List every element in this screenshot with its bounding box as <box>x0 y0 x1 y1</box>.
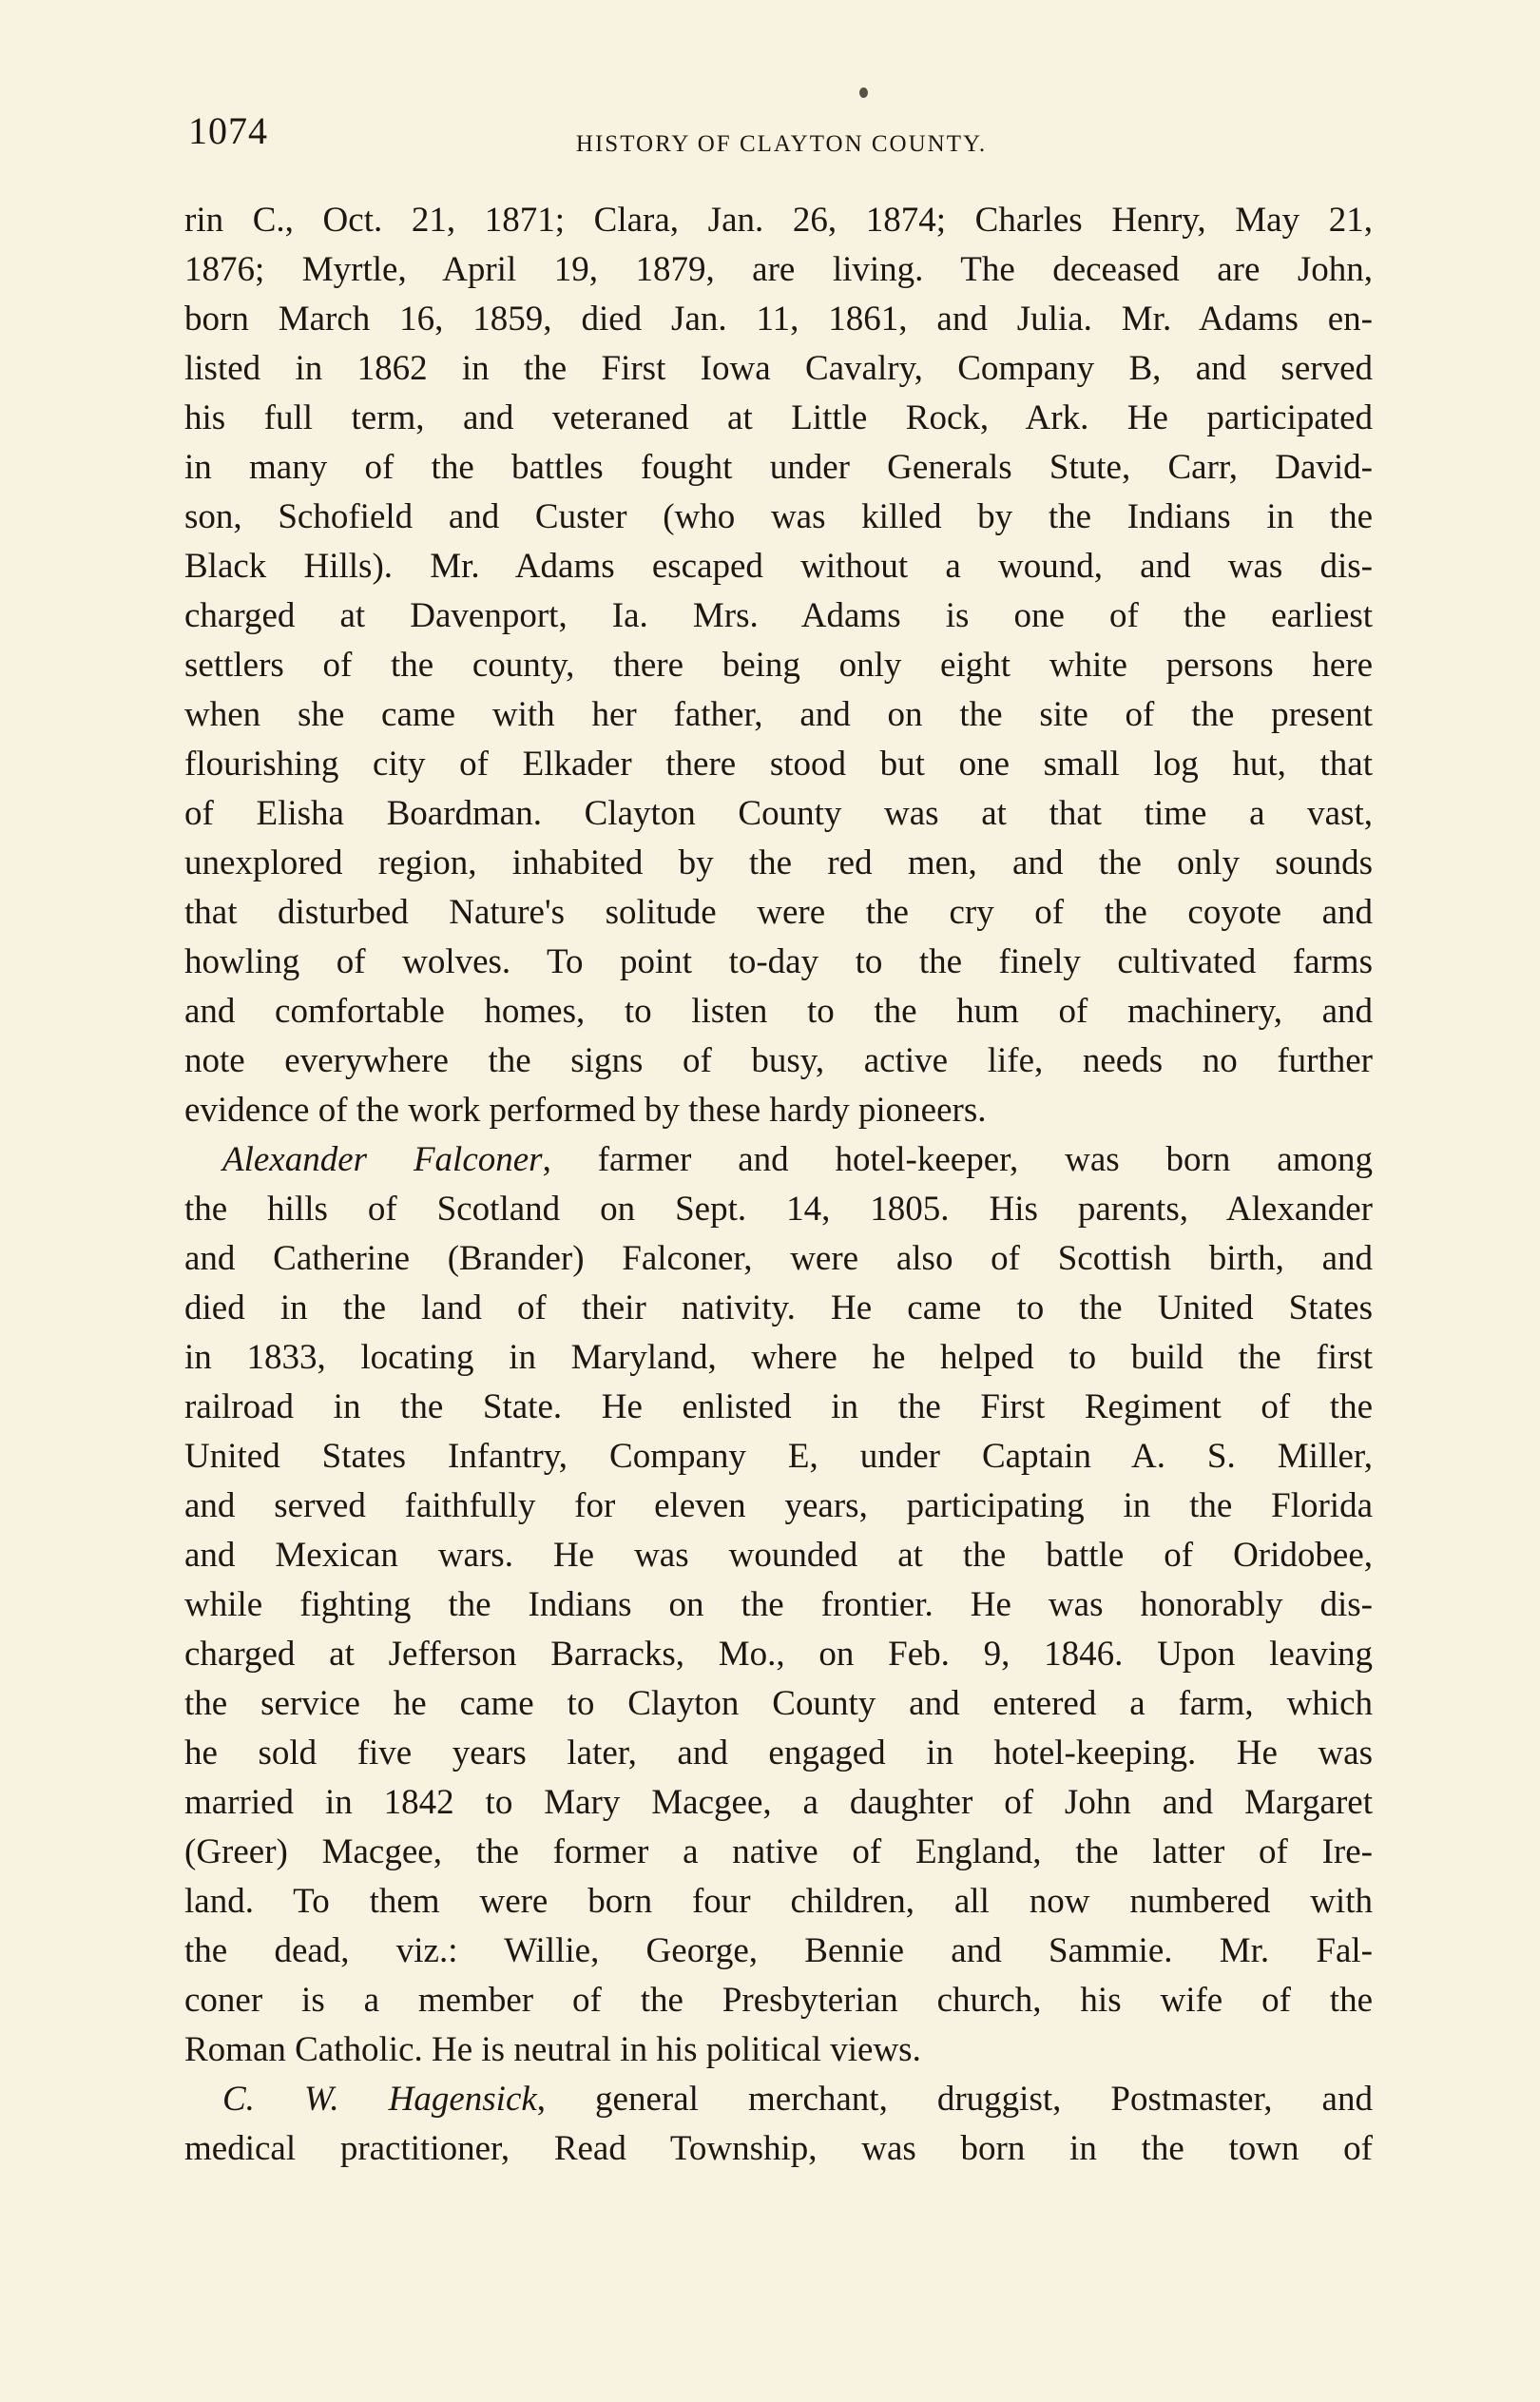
body-text <box>184 196 1373 2174</box>
text-line: rin C., Oct. 21, 1871; Clara, Jan. 26, 1874; Charles Henry, May 21, <box>184 201 1373 240</box>
text-line: his full term, and veteraned at Little Rock, Ark. He participated <box>184 398 1373 437</box>
text-line: United States Infantry, Company E, under Captain A. S. Miller, <box>184 1437 1373 1476</box>
text-line: Roman Catholic. He is neutral in his political views. <box>184 2030 921 2069</box>
text-line: 1876; Myrtle, April 19, 1879, are living. The deceased are John, <box>184 250 1373 289</box>
biography-name: C. W. Hagensick <box>222 2080 537 2119</box>
text-line: railroad in the State. He enlisted in the First Regiment of the <box>184 1387 1373 1426</box>
lead-line-text: , general merchant, druggist, Postmaster, and <box>536 2080 1373 2119</box>
text-line: Black Hills). Mr. Adams escaped without a wound, and was dis- <box>184 547 1373 586</box>
text-line: the hills of Scotland on Sept. 14, 1805. His parents, Alexander <box>184 1190 1373 1229</box>
text-line: listed in 1862 in the First Iowa Cavalry, Company B, and served <box>184 349 1373 388</box>
text-line: medical practitioner, Read Township, was born in the town of <box>184 2129 1373 2168</box>
text-line: coner is a member of the Presbyterian church, his wife of the <box>184 1981 1373 2020</box>
text-line: in 1833, locating in Maryland, where he helped to build the first <box>184 1338 1373 1377</box>
paragraph-hagensick <box>184 2075 1373 2174</box>
text-line: (Greer) Macgee, the former a native of England, the latter of Ire- <box>184 1832 1373 1871</box>
text-line: and comfortable homes, to listen to the hum of machinery, and <box>184 992 1373 1031</box>
text-line: when she came with her father, and on the site of the present <box>184 695 1373 734</box>
text-line: he sold five years later, and engaged in hotel-keeping. He was <box>184 1734 1373 1772</box>
paragraph-falconer <box>184 1135 1373 2075</box>
text-line: note everywhere the signs of busy, active life, needs no further <box>184 1041 1373 1080</box>
lead-line-text: , farmer and hotel-keeper, was born among <box>542 1140 1373 1179</box>
text-line: and Catherine (Brander) Falconer, were also of Scottish birth, and <box>184 1239 1373 1278</box>
text-line: and served faithfully for eleven years, participating in the Florida <box>184 1486 1373 1525</box>
text-line: charged at Jefferson Barracks, Mo., on Feb. 9, 1846. Upon leaving <box>184 1635 1373 1674</box>
text-line: land. To them were born four children, all now numbered with <box>184 1882 1373 1921</box>
text-line: unexplored region, inhabited by the red men, and the only sounds <box>184 843 1373 882</box>
text-line: born March 16, 1859, died Jan. 11, 1861, and Julia. Mr. Adams en- <box>184 300 1373 339</box>
text-line: in many of the battles fought under Generals Stute, Carr, David- <box>184 448 1373 487</box>
text-line: married in 1842 to Mary Macgee, a daughter of John and Margaret <box>184 1783 1373 1822</box>
text-line: and Mexican wars. He was wounded at the battle of Oridobee, <box>184 1536 1373 1575</box>
text-line: that disturbed Nature's solitude were the cry of the coyote and <box>184 893 1373 932</box>
biography-name: Alexander Falconer <box>222 1140 543 1179</box>
printer-mark <box>859 87 868 98</box>
page-header <box>188 109 1375 169</box>
text-line: while fighting the Indians on the frontier. He was honorably dis- <box>184 1585 1373 1624</box>
text-line: flourishing city of Elkader there stood but one small log hut, that <box>184 745 1373 784</box>
text-line-lead <box>184 2075 1373 2124</box>
text-line: settlers of the county, there being only eight white persons here <box>184 646 1373 685</box>
text-line: died in the land of their nativity. He came to the United States <box>184 1288 1373 1327</box>
paragraph-adams-continued <box>184 196 1373 1135</box>
text-line: howling of wolves. To point to-day to the finely cultivated farms <box>184 942 1373 981</box>
text-line: the dead, viz.: Willie, George, Bennie and Sammie. Mr. Fal- <box>184 1931 1373 1970</box>
text-line: evidence of the work performed by these hardy pioneers. <box>184 1091 987 1130</box>
text-line: charged at Davenport, Ia. Mrs. Adams is one of the earliest <box>184 596 1373 635</box>
text-line-lead <box>184 1135 1373 1185</box>
text-line: the service he came to Clayton County and entered a farm, which <box>184 1684 1373 1723</box>
running-head: HISTORY OF CLAYTON COUNTY. <box>575 131 988 157</box>
page-number: 1074 <box>188 109 268 152</box>
text-line: son, Schofield and Custer (who was killed by the Indians in the <box>184 497 1373 536</box>
text-line: of Elisha Boardman. Clayton County was at that time a vast, <box>184 794 1373 833</box>
